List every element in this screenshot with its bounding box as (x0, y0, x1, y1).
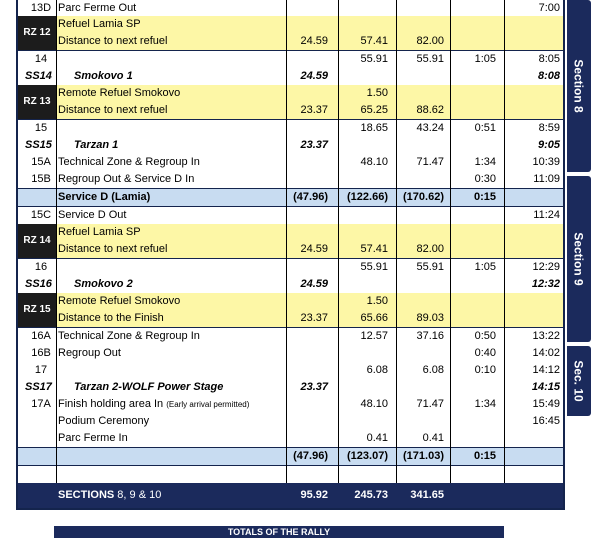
table-row (18, 85, 563, 103)
liaison-distance: 57.41 (360, 35, 388, 47)
table-row (18, 33, 563, 52)
section-tab-label: Section 8 (572, 59, 587, 113)
time-first-car: 13:22 (532, 330, 560, 342)
liaison-distance: 0.41 (366, 432, 388, 444)
stage-label: SS15 (25, 139, 52, 151)
target-time: 0:15 (473, 450, 496, 462)
table-row (18, 171, 563, 190)
location-name: Technical Zone & Regroup In (58, 330, 200, 342)
liaison-distance: 55.91 (360, 53, 388, 65)
total-distance: (170.62) (403, 191, 444, 203)
section-tab-10 (567, 346, 591, 416)
time-first-car: 8:08 (537, 70, 560, 82)
time-first-car: 16:45 (532, 415, 560, 427)
ss-distance: 23.37 (300, 312, 328, 324)
column-divider (504, 0, 505, 483)
stage-name: Tarzan 1 (74, 139, 119, 151)
stage-label: SS16 (25, 278, 52, 290)
total-distance: 82.00 (416, 243, 444, 255)
tc-number: 16B (31, 347, 51, 359)
section-tab-label: Sec. 10 (572, 360, 586, 402)
refuel-zone-badge: RZ 14 (18, 224, 56, 258)
stage-name: Tarzan 2-WOLF Power Stage (74, 381, 224, 393)
section-tab-label: Section 9 (572, 232, 587, 286)
total-distance: 89.03 (416, 312, 444, 324)
tc-number: 17A (31, 398, 51, 410)
target-time: 0:40 (474, 347, 496, 359)
time-first-car: 7:00 (538, 2, 560, 14)
tc-number: 17 (34, 364, 48, 376)
tc-number: 13D (30, 2, 52, 14)
location-name: Technical Zone & Regroup In (58, 156, 200, 168)
time-first-car: 11:09 (533, 173, 560, 185)
table-row (18, 276, 563, 294)
ss-distance: 24.59 (300, 70, 328, 82)
time-first-car: 8:05 (538, 53, 560, 65)
tc-number: 16 (34, 261, 48, 273)
target-time: 0:10 (474, 364, 496, 376)
liaison-distance: 48.10 (360, 156, 388, 168)
ss-distance: 24.59 (300, 35, 328, 47)
table-row (18, 430, 563, 449)
total-distance: 55.91 (416, 261, 444, 273)
time-first-car: 9:05 (537, 139, 560, 151)
location-name: Regroup Out & Service D In (58, 173, 195, 185)
total-distance: 43.24 (416, 122, 444, 134)
table-row (18, 241, 563, 260)
refuel-distance-label: Distance to next refuel (58, 243, 168, 255)
table-row (18, 362, 563, 380)
table-row (18, 413, 563, 430)
liaison-distance: 65.25 (360, 104, 388, 116)
liaison-distance: 12.57 (360, 330, 388, 342)
refuel-distance-label: Distance to next refuel (58, 104, 168, 116)
total-distance: 341.65 (410, 489, 444, 501)
refuel-name: Remote Refuel Smokovo (58, 295, 181, 307)
stage-label: SS14 (25, 70, 52, 82)
location-name-text: Finish holding area In (58, 398, 164, 410)
refuel-name: Refuel Lamia SP (58, 18, 141, 30)
target-time: 0:30 (474, 173, 496, 185)
target-time: 1:05 (474, 53, 496, 65)
column-divider (396, 0, 397, 483)
time-first-car: 12:32 (531, 278, 560, 290)
liaison-distance: 48.10 (360, 398, 388, 410)
refuel-distance-label: Distance to next refuel (58, 35, 168, 47)
ss-distance: 23.37 (300, 381, 328, 393)
stage-name: Smokovo 2 (74, 278, 133, 290)
ss-distance: (47.96) (293, 191, 328, 203)
refuel-name: Refuel Lamia SP (58, 226, 141, 238)
table-row (18, 293, 563, 311)
table-row (18, 102, 563, 121)
total-distance: (171.03) (403, 450, 444, 462)
refuel-distance-label: Distance to the Finish (58, 312, 164, 324)
time-first-car: 14:15 (531, 381, 560, 393)
section-tab-9 (567, 176, 591, 342)
time-first-car: 10:39 (532, 156, 560, 168)
table-row (18, 396, 563, 413)
sections-total-row (18, 483, 563, 508)
location-name: Parc Ferme Out (58, 2, 137, 14)
totals-header: TOTALS OF THE RALLY (54, 526, 504, 538)
ss-distance: 24.59 (300, 278, 328, 290)
time-first-car: 12:29 (532, 261, 560, 273)
total-distance: 82.00 (416, 35, 444, 47)
location-note: (Early arrival permitted) (166, 400, 250, 409)
service-row (18, 448, 563, 467)
table-row (18, 345, 563, 363)
table-row (18, 68, 563, 86)
itinerary-table (16, 0, 565, 510)
table-row (18, 379, 563, 397)
table-row (18, 16, 563, 34)
time-first-car: 11:24 (533, 209, 560, 221)
liaison-distance: (122.66) (347, 191, 388, 203)
sections-label-bold: SECTIONS (58, 489, 115, 501)
tc-number: 15C (30, 209, 52, 221)
table-row (18, 328, 563, 346)
tc-number: 15A (31, 156, 51, 168)
ss-distance: 95.92 (300, 489, 328, 501)
column-divider (450, 0, 451, 483)
ss-distance: 24.59 (300, 243, 328, 255)
target-time: 0:51 (474, 122, 496, 134)
table-row (18, 51, 563, 69)
total-distance: 71.47 (416, 156, 444, 168)
liaison-distance: 6.08 (366, 364, 388, 376)
location-name: Service D Out (58, 209, 127, 221)
target-time: 1:34 (474, 156, 496, 168)
table-row (18, 207, 563, 225)
section-tab-8 (567, 0, 591, 172)
ss-distance: 23.37 (300, 104, 328, 116)
target-time: 0:15 (473, 191, 496, 203)
total-distance: 71.47 (416, 398, 444, 410)
liaison-distance: 245.73 (354, 489, 388, 501)
refuel-zone-badge: RZ 15 (18, 293, 56, 327)
refuel-zone-badge: RZ 12 (18, 16, 56, 50)
ss-distance: 23.37 (300, 139, 328, 151)
time-first-car: 14:02 (532, 347, 560, 359)
total-distance: 37.16 (416, 330, 444, 342)
column-divider (56, 0, 57, 483)
ss-distance: (47.96) (293, 450, 328, 462)
column-divider (338, 0, 339, 483)
tc-number: 15B (31, 173, 51, 185)
liaison-distance: 55.91 (360, 261, 388, 273)
stage-name: Smokovo 1 (74, 70, 133, 82)
total-distance: 88.62 (416, 104, 444, 116)
table-row (18, 310, 563, 329)
total-distance: 0.41 (422, 432, 444, 444)
liaison-distance: (123.07) (347, 450, 388, 462)
target-time: 1:34 (474, 398, 496, 410)
service-row (18, 189, 563, 208)
table-row (18, 224, 563, 242)
stage-label: SS17 (25, 381, 52, 393)
table-row (18, 137, 563, 155)
liaison-distance: 1.50 (366, 295, 388, 307)
refuel-name: Remote Refuel Smokovo (58, 87, 181, 99)
liaison-distance: 18.65 (360, 122, 388, 134)
tc-number: 15 (34, 122, 48, 134)
time-first-car: 14:12 (532, 364, 560, 376)
spacer-row (18, 466, 563, 484)
location-name (58, 396, 249, 413)
target-time: 0:50 (474, 330, 496, 342)
column-divider (286, 0, 287, 483)
total-distance: 6.08 (422, 364, 444, 376)
location-name: Parc Ferme In (58, 432, 128, 444)
liaison-distance: 57.41 (360, 243, 388, 255)
table-row (18, 154, 563, 172)
table-row (18, 120, 563, 138)
time-first-car: 15:49 (532, 398, 560, 410)
tc-number: 16A (31, 330, 51, 342)
liaison-distance: 65.66 (360, 312, 388, 324)
sections-label (58, 483, 161, 508)
target-time: 1:05 (474, 261, 496, 273)
time-first-car: 8:59 (538, 122, 560, 134)
sections-label-rest: 8, 9 & 10 (114, 489, 162, 501)
tc-number: 14 (34, 53, 48, 65)
table-row (18, 259, 563, 277)
location-name: Regroup Out (58, 347, 121, 359)
total-distance: 55.91 (416, 53, 444, 65)
refuel-zone-badge: RZ 13 (18, 85, 56, 119)
liaison-distance: 1.50 (366, 87, 388, 99)
service-name: Service D (Lamia) (58, 191, 151, 203)
location-name: Podium Ceremony (58, 415, 150, 427)
